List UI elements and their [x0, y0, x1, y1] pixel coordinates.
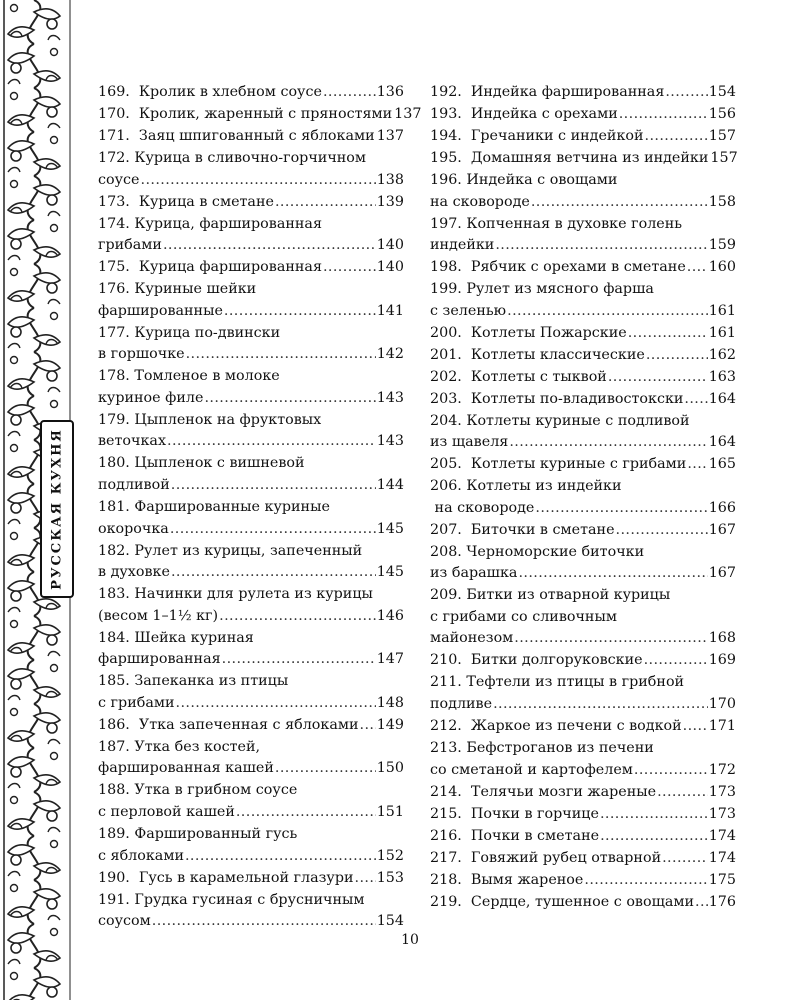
toc-entry-page: 147: [376, 651, 404, 668]
toc-entry-title-line: 180. Цыпленок с вишневой: [98, 455, 305, 472]
dot-leader: [687, 257, 708, 279]
toc-entry-title-line: 188. Утка в грибном соусе: [98, 782, 298, 799]
toc-entry-title-line: 183. Начинки для рулета из курицы: [98, 586, 373, 603]
toc-entry-leader-line: [98, 606, 404, 628]
toc-entry: [98, 82, 404, 104]
toc-entry-title-line: 208. Черноморские биточки: [430, 543, 645, 560]
dot-leader: [495, 235, 707, 257]
dot-leader: [657, 782, 708, 804]
toc-entry-page: 166: [708, 499, 736, 516]
dot-leader: [509, 432, 707, 454]
toc-entry-leader-line: [98, 802, 404, 824]
dot-leader: [619, 104, 708, 126]
dot-leader: [185, 846, 376, 868]
dot-leader: [662, 848, 708, 870]
toc-entry-title-line: 172. Курица в сливочно-горчичном: [98, 149, 367, 166]
toc-entry: [98, 257, 404, 279]
dot-leader: [608, 367, 708, 389]
side-section-label: [40, 420, 74, 598]
toc-entry-title: из барашка: [430, 565, 518, 582]
toc-entry-page: 140: [376, 237, 404, 254]
toc-entry-leader-line: [430, 563, 736, 585]
toc-entry-title: фаршированная: [98, 651, 221, 668]
toc-entry: [98, 366, 404, 409]
toc-entry-leader-line: [98, 475, 404, 497]
toc-entry-leader-line: [98, 693, 404, 715]
toc-entry: [430, 672, 736, 715]
toc-entry: [430, 148, 736, 170]
toc-entry-title-line: 178. Томленое в молоке: [98, 368, 280, 385]
toc-entry-page: 161: [708, 324, 736, 341]
side-label-text: РУССКАЯ КУХНЯ: [49, 428, 65, 590]
dot-leader: [646, 345, 708, 367]
dot-leader: [531, 192, 708, 214]
toc-entry: [430, 782, 736, 804]
dot-leader: [323, 257, 376, 279]
toc-entry-title: фаршированные: [98, 302, 223, 319]
dot-leader: [600, 804, 708, 826]
dot-leader: [616, 520, 708, 542]
toc-entry-page: 168: [708, 630, 736, 647]
dot-leader: [645, 126, 708, 148]
toc-entry-title-line: 184. Шейка куриная: [98, 629, 254, 646]
toc-entry-leader-line: [98, 868, 404, 890]
toc-entry-title: 218. Вымя жареное: [430, 871, 584, 888]
toc-entry-page: 150: [376, 760, 404, 777]
toc-entry-leader-line: [98, 758, 404, 780]
toc-entry-leader-line: [430, 628, 736, 650]
toc-entry-title: 205. Котлеты куриные с грибами: [430, 456, 687, 473]
toc-entry: [430, 804, 736, 826]
toc-entry-title: (весом 1–1½ кг): [98, 607, 219, 624]
dot-leader: [644, 650, 708, 672]
toc-entry: [430, 650, 736, 672]
toc-entry: [98, 453, 404, 496]
toc-entry-title: веточках: [98, 433, 167, 450]
toc-entry: [98, 126, 404, 148]
toc-entry-leader-line: [98, 344, 404, 366]
toc-entry: [430, 82, 736, 104]
toc-entry-title: в горшочке: [98, 346, 185, 363]
toc-entry-leader-line: [430, 870, 736, 892]
toc-entry-leader-line: [430, 782, 736, 804]
dot-leader: [665, 82, 707, 104]
toc-entry: [430, 323, 736, 345]
toc-entry-page: 176: [708, 893, 736, 910]
dot-leader: [219, 606, 376, 628]
toc-entry-page: 164: [708, 434, 736, 451]
dot-leader: [507, 301, 708, 323]
toc-entry-page: 161: [708, 302, 736, 319]
toc-entry-title: 214. Телячьи мозги жареные: [430, 783, 657, 800]
toc-entry-page: 142: [376, 346, 404, 363]
toc-entry-leader-line: [98, 846, 404, 868]
toc-entry-leader-line: [98, 126, 404, 148]
toc-entry-title-line: 182. Рулет из курицы, запеченный: [98, 542, 363, 559]
toc-entry-leader-line: [430, 694, 736, 716]
toc-entry-page: 157: [708, 127, 736, 144]
toc-entry-title: куриное филе: [98, 389, 204, 406]
toc-entry: [430, 126, 736, 148]
toc-entry-title: окорочка: [98, 520, 169, 537]
toc-entry-title: 173. Курица в сметане: [98, 193, 274, 210]
toc-entry-title-line: 187. Утка без костей,: [98, 738, 261, 755]
dot-leader: [634, 760, 708, 782]
toc-entry-title-line: 179. Цыпленок на фруктовых: [98, 411, 322, 428]
dot-leader: [360, 715, 376, 737]
toc-entry-leader-line: [98, 192, 404, 214]
toc-entry-title: с перловой кашей: [98, 804, 235, 821]
toc-entry-page: 143: [376, 433, 404, 450]
toc-entry-leader-line: [430, 804, 736, 826]
toc-entry-leader-line: [430, 826, 736, 848]
toc-entry-title: 175. Курица фаршированная: [98, 259, 322, 276]
toc-entry: [430, 520, 736, 542]
dot-leader: [535, 498, 707, 520]
toc-entry-leader-line: [430, 454, 736, 476]
toc-entry-title-line: 174. Курица, фаршированная: [98, 215, 322, 232]
toc-entry-leader-line: [430, 432, 736, 454]
toc-entry-leader-line: [430, 650, 736, 672]
toc-entry-page: 165: [708, 456, 736, 473]
toc-entry-title: подливой: [98, 476, 170, 493]
dot-leader: [222, 649, 376, 671]
toc-entry: [98, 279, 404, 322]
toc-entry-page: 164: [708, 390, 736, 407]
toc-entry-page: 145: [376, 520, 404, 537]
toc-entry-leader-line: [430, 104, 736, 126]
toc-entry-page: 153: [376, 869, 404, 886]
toc-entry-page: 154: [376, 913, 404, 930]
toc-entry-title: 190. Гусь в карамельной глазури: [98, 869, 354, 886]
toc-entry-title: майонезом: [430, 630, 514, 647]
toc-entry-title: 207. Биточки в сметане: [430, 521, 615, 538]
toc-entry-title: 203. Котлеты по-владивостокски: [430, 390, 684, 407]
toc-entry-leader-line: [98, 104, 422, 126]
toc-entry-leader-line: [430, 192, 736, 214]
toc-entry-title: 201. Котлеты классические: [430, 346, 645, 363]
toc-entry: [98, 890, 404, 933]
toc-entry-title-line: 204. Котлеты куриные с подливой: [430, 412, 690, 429]
toc-entry-page: 170: [708, 696, 736, 713]
toc-entry-leader-line: [430, 367, 736, 389]
toc-entry-title: на сковороде: [430, 499, 535, 516]
toc-entry-page: 172: [708, 761, 736, 778]
toc-entry-leader-line: [98, 257, 404, 279]
toc-entry-title-line: с грибами со сливочным: [430, 608, 617, 625]
toc-entry-page: 169: [708, 652, 736, 669]
toc-entry: [98, 104, 422, 126]
toc-entry-page: 174: [708, 827, 736, 844]
dot-leader: [493, 694, 708, 716]
toc-entry: [98, 584, 404, 627]
toc-entry-leader-line: [430, 345, 736, 367]
toc-entry-leader-line: [430, 126, 736, 148]
toc-entry: [98, 824, 404, 867]
toc-entry-title: 192. Индейка фаршированная: [430, 84, 665, 100]
toc-entry-page: 152: [376, 847, 404, 864]
toc-entry-leader-line: [98, 170, 404, 192]
toc-entry: [430, 826, 736, 848]
toc-entry-leader-line: [430, 498, 736, 520]
toc-entry: [98, 214, 404, 257]
toc-entry-title-line: 189. Фаршированный гусь: [98, 826, 298, 842]
toc-entry-leader-line: [430, 760, 736, 782]
toc-entry: [430, 848, 736, 870]
toc-entry-leader-line: [430, 257, 736, 279]
toc-entry-title: грибами: [98, 237, 162, 254]
toc-entry-page: 140: [376, 259, 404, 276]
toc-entry: [98, 868, 404, 890]
toc-entry-title: фаршированная кашей: [98, 760, 274, 777]
toc-entry-leader-line: [430, 892, 736, 914]
dot-leader: [170, 519, 376, 541]
toc-entry-title: 215. Почки в горчице: [430, 805, 599, 822]
toc-entry-page: 173: [708, 805, 736, 822]
toc-entry-title-line: 191. Грудка гусиная с брусничным: [98, 891, 365, 908]
toc-entry-page: 157: [710, 149, 738, 166]
toc-entry-title-line: 177. Курица по-двински: [98, 324, 281, 341]
dot-leader: [167, 431, 376, 453]
toc-entry-title-line: 197. Копченная в духовке голень: [430, 215, 683, 232]
toc-entry-title-line: 181. Фаршированные куриные: [98, 498, 330, 515]
toc-entry: [98, 410, 404, 453]
dot-leader: [141, 170, 376, 192]
toc-entry: [430, 476, 736, 519]
toc-entry-title: 217. Говяжий рубец отварной: [430, 849, 662, 866]
toc-entry-title: 216. Почки в сметане: [430, 827, 600, 844]
dot-leader: [204, 388, 375, 410]
toc-entry-page: 143: [376, 389, 404, 406]
dot-leader: [176, 693, 376, 715]
toc-entry-page: 141: [376, 302, 404, 319]
toc-entry: [430, 892, 736, 914]
dot-leader: [171, 475, 376, 497]
toc-entry-page: 136: [376, 84, 404, 100]
toc-entry-page: 174: [708, 849, 736, 866]
toc-entry-title-line: 185. Запеканка из птицы: [98, 673, 289, 690]
toc-entry: [430, 345, 736, 367]
toc-entry-title: из щавеля: [430, 434, 509, 451]
dot-leader: [152, 911, 376, 933]
toc-entry: [98, 192, 404, 214]
toc-entry: [98, 780, 404, 823]
toc-entry-page: 159: [708, 237, 736, 254]
toc-entry-page: 138: [376, 171, 404, 188]
toc-entry-page: 175: [708, 871, 736, 888]
toc-entry-title-line: 199. Рулет из мясного фарша: [430, 281, 654, 298]
dot-leader: [584, 870, 707, 892]
toc-column-left: [98, 82, 422, 933]
toc-entry: [430, 279, 736, 322]
toc-entry-title: 193. Индейка с орехами: [430, 105, 618, 122]
toc-entry-leader-line: [98, 301, 404, 323]
toc-entry-page: 163: [708, 368, 736, 385]
toc-entry-leader-line: [98, 82, 404, 104]
toc-entry: [430, 214, 736, 257]
toc-entry-title: 186. Утка запеченная с яблоками: [98, 716, 359, 733]
toc-entry-page: 156: [708, 105, 736, 122]
dot-leader: [323, 82, 376, 104]
toc-entry: [430, 870, 736, 892]
toc-entry-page: 162: [708, 346, 736, 363]
toc-entry: [430, 585, 736, 650]
toc-entry-leader-line: [430, 716, 736, 738]
toc-entry: [98, 497, 404, 540]
toc-entry-page: 154: [708, 84, 736, 100]
dot-leader: [683, 716, 708, 738]
toc-entry-title: с зеленью: [430, 302, 507, 319]
toc-entry-leader-line: [430, 235, 736, 257]
dot-leader: [687, 454, 707, 476]
toc-entry-leader-line: [98, 649, 404, 671]
dot-leader: [684, 389, 707, 411]
toc-entry-title-line: 196. Индейка с овощами: [430, 171, 618, 188]
toc-entry-page: 145: [376, 564, 404, 581]
toc-entry-page: 149: [376, 716, 404, 733]
toc-entry-page: 158: [708, 193, 736, 210]
toc-entry-title: 170. Кролик, жаренный с пряностями: [98, 105, 393, 122]
toc-entry-title: подливе: [430, 696, 493, 713]
toc-entry-leader-line: [98, 562, 404, 584]
toc-entry-title: со сметаной и картофелем: [430, 761, 633, 778]
dot-leader: [275, 192, 376, 214]
toc-entry-page: 146: [376, 607, 404, 624]
toc-entry: [430, 542, 736, 585]
toc-entry-leader-line: [430, 323, 736, 345]
toc-entry-title: с яблоками: [98, 847, 184, 864]
toc-entry-title: 219. Сердце, тушенное с овощами: [430, 893, 695, 910]
toc-entry: [98, 628, 404, 671]
toc-entry-title: 210. Битки долгоруковские: [430, 652, 643, 669]
toc-entry: [98, 148, 404, 191]
dot-leader: [514, 628, 707, 650]
toc-entry: [430, 738, 736, 781]
dot-leader: [275, 758, 376, 780]
dot-leader: [355, 868, 376, 890]
toc-entry: [98, 671, 404, 714]
toc-entry-leader-line: [98, 431, 404, 453]
dot-leader: [600, 826, 708, 848]
toc-entry-leader-line: [430, 82, 736, 104]
toc-entry-title: 195. Домашняя ветчина из индейки: [430, 149, 709, 166]
toc-entry: [430, 389, 736, 411]
toc-entry-title: на сковороде: [430, 193, 530, 210]
dot-leader: [171, 562, 376, 584]
dot-leader: [224, 301, 376, 323]
toc-entry-title-line: 206. Котлеты из индейки: [430, 478, 622, 495]
toc-entry-title: 200. Котлеты Пожарские: [430, 324, 627, 341]
toc-entry-page: 171: [708, 718, 736, 735]
toc-entry: [98, 541, 404, 584]
toc-entry: [430, 170, 736, 213]
toc-entry: [430, 411, 736, 454]
toc-entry-leader-line: [98, 519, 404, 541]
toc-entry: [430, 716, 736, 738]
toc-entry: [430, 454, 736, 476]
toc-entry-title: 198. Рябчик с орехами в сметане: [430, 259, 686, 276]
toc-entry-title: индейки: [430, 237, 495, 254]
toc-entry-page: 139: [376, 193, 404, 210]
toc-entry: [98, 715, 404, 737]
toc-entry: [430, 367, 736, 389]
page-number: 10: [401, 932, 419, 948]
toc-entry-page: 144: [376, 476, 404, 493]
ornamental-border: [0, 0, 74, 1000]
toc-entry: [98, 737, 404, 780]
toc-entry: [430, 257, 736, 279]
toc-entry-title-line: 211. Тефтели из птицы в грибной: [430, 674, 685, 691]
toc-entry-title: соусом: [98, 913, 151, 930]
toc-entry-leader-line: [430, 148, 736, 170]
dot-leader: [163, 235, 376, 257]
toc-entry-title: соусе: [98, 171, 140, 188]
toc-column-right: [430, 82, 736, 914]
toc-entry-title: 169. Кролик в хлебном соусе: [98, 84, 322, 100]
toc-entry-page: 167: [708, 521, 736, 538]
toc-entry-page: 137: [394, 105, 422, 122]
dot-leader: [186, 344, 376, 366]
dot-leader: [518, 563, 707, 585]
toc-entry-leader-line: [430, 301, 736, 323]
toc-entry-title: 202. Котлеты с тыквой: [430, 368, 607, 385]
toc-entry-leader-line: [98, 235, 404, 257]
toc-entry-page: 160: [708, 259, 736, 276]
dot-leader: [695, 892, 708, 914]
toc-entry-page: 167: [708, 565, 736, 582]
toc-entry-title-line: 209. Битки из отварной курицы: [430, 587, 671, 604]
toc-entry-title: 194. Гречаники с индейкой: [430, 127, 644, 144]
toc-entry-leader-line: [98, 911, 404, 933]
toc-entry-title-line: 213. Бефстроганов из печени: [430, 740, 654, 757]
toc-entry-title: с грибами: [98, 694, 175, 711]
toc-entry-page: 151: [376, 804, 404, 821]
toc-entry-title: 171. Заяц шпигованный с яблоками: [98, 127, 375, 144]
toc-entry-page: 148: [376, 694, 404, 711]
toc-entry-leader-line: [98, 388, 404, 410]
dot-leader: [236, 802, 376, 824]
toc-entry-leader-line: [430, 848, 736, 870]
toc-entry-leader-line: [430, 520, 736, 542]
toc-entry-leader-line: [98, 715, 404, 737]
dot-leader: [628, 323, 708, 345]
toc-entry-page: 137: [376, 127, 404, 144]
toc-entry-title: в духовке: [98, 564, 170, 581]
toc-entry-title-line: 176. Куриные шейки: [98, 281, 257, 298]
toc-entry: [98, 323, 404, 366]
toc-entry-leader-line: [430, 389, 736, 411]
toc-entry-title: 212. Жаркое из печени с водкой: [430, 718, 682, 735]
toc-entry: [430, 104, 736, 126]
toc-entry-page: 173: [708, 783, 736, 800]
